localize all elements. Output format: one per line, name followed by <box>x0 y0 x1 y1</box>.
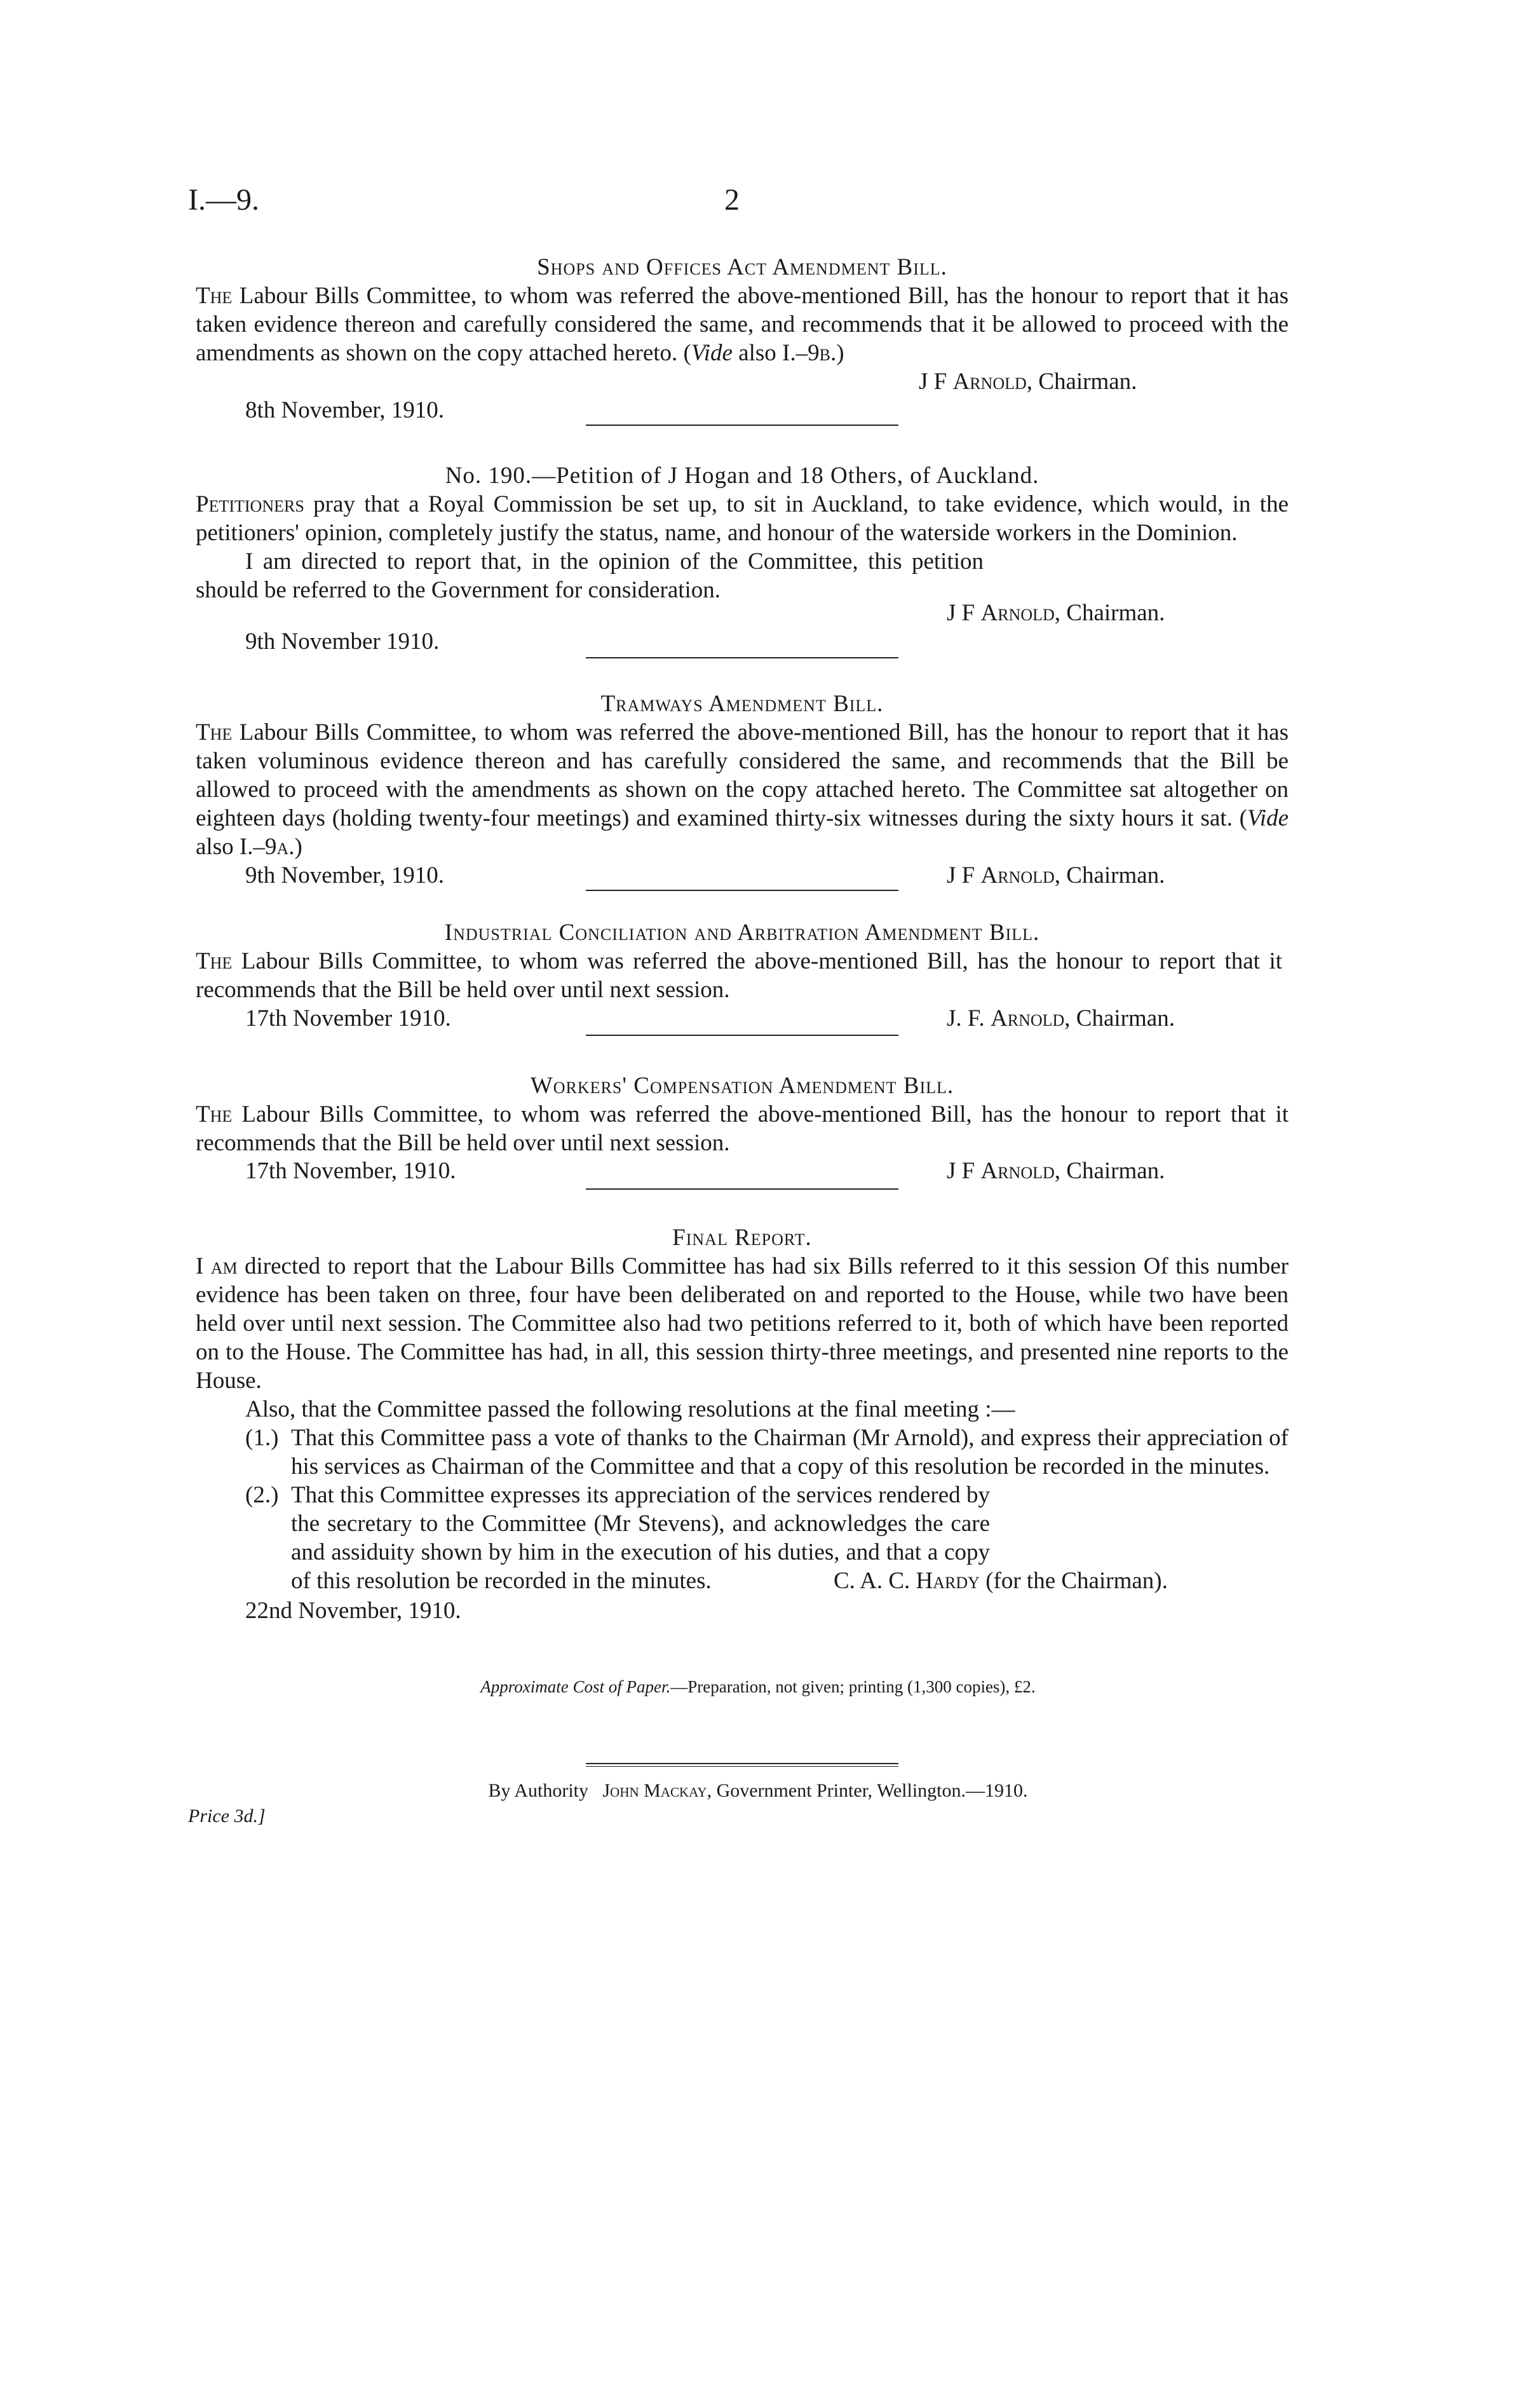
vide-ref: also I.–9 <box>196 834 277 860</box>
page-number: 2 <box>724 183 740 217</box>
vide-end: .) <box>830 340 844 366</box>
cost-text: —Preparation, not given; printing (1,300 copies), £2. <box>670 1677 1036 1696</box>
section-heading: Shops and Offices Act Amendment Bill. <box>537 254 947 280</box>
section-industrial-conciliation-bill <box>196 918 1289 1004</box>
resolution-number: (2.) <box>245 1482 279 1508</box>
divider <box>586 425 898 426</box>
body-text: Labour Bills Committee, to whom was referred the above-mentioned Bill, has the honour to report that it recommends that the Bill be held over until next session. <box>196 1101 1289 1156</box>
lead-word: The <box>196 948 233 974</box>
date-signature-line <box>196 339 1289 367</box>
body-text: Labour Bills Committee, to whom was referred the above-mentioned Bill, has the honour to report that it has taken voluminous evidence thereon and has carefully considered the same, and recommends that the Bill be allowed to proceed with the amendments as shown on the copy attached hereto. The Committee sat altogether on eighteen days (holding twenty-four meetings) and examined thirty-six witnesses during the sixty hours it sat. ( <box>196 719 1289 831</box>
cost-label: Approximate Cost of Paper. <box>480 1677 671 1696</box>
section-final-report <box>196 1223 1289 1595</box>
vide-ref-suffix: b <box>819 340 830 366</box>
body-text: Labour Bills Committee, to whom was referred the above-mentioned Bill, has the honour to report that it recommends that the Bill be held over until next session. <box>196 948 1282 1003</box>
signature-chairman-2: J F Arnold, Chairman. <box>947 600 1165 626</box>
resolution-text: That this Committee pass a vote of thanks to the Chairman (Mr Arnold), and express their appreciation of his services as Chairman of the Committee and that a copy of this resolution be recorded in the minutes. <box>291 1425 1289 1479</box>
signature-chairman-5: J F Arnold, Chairman. <box>947 1158 1165 1184</box>
final-report-also: Also, that the Committee passed the following resolutions at the final meeting :— <box>245 1396 1015 1422</box>
signature-chairman-3: J F Arnold, Chairman. <box>947 862 1165 888</box>
section-petition-hogan <box>196 461 1289 604</box>
footer-rule-thin <box>586 1766 898 1767</box>
section-heading: No. 190.—Petition of J Hogan and 18 Others, of Auckland. <box>445 463 1039 489</box>
date-1: 8th November, 1910. <box>245 397 444 423</box>
section-body <box>196 947 1289 1004</box>
body-text: Labour Bills Committee, to whom was referred the above-mentioned Bill, has the honour to report that it has taken evidence thereon and carefully considered the same, and recommends that it be allowed to proceed with the amendments as shown on the copy attached hereto. ( <box>196 283 1289 366</box>
approximate-cost <box>0 1673 1516 1701</box>
printer-authority: By Authority John Mackay, Government Printer, Wellington.—1910. <box>488 1780 1028 1801</box>
lead-word: The <box>196 283 233 309</box>
lead-word: The <box>196 1101 233 1127</box>
resolution-text: That this Committee expresses its appreciation of the services rendered by the secretary to the Committee (Mr Stevens), and acknowledges the care and assiduity shown by him in the execution of his duties, and that a copy of this resolution be recorded in the minutes. <box>291 1482 990 1594</box>
footer-rule <box>586 1763 898 1764</box>
date-final: 22nd November, 1910. <box>245 1598 461 1624</box>
section-body <box>196 718 1289 861</box>
price: Price 3d.] <box>188 1806 266 1826</box>
section-tramways-bill <box>196 690 1289 861</box>
date-5: 17th November, 1910. <box>245 1158 456 1184</box>
body-text: directed to report that the Labour Bills Committee has had six Bills referred to it this session Of this number evidence has been taken on three, four have been deliberated on and reported to the House, while two have been held over until next session. The Committee also had two petitions referred to it, both of which have been reported on to the House. The Committee has had, in all, this session thirty-three meetings, and presented nine reports to the House. <box>196 1253 1289 1394</box>
vide-end: .) <box>288 834 302 860</box>
signature-chairman-1: J F Arnold, Chairman. <box>919 369 1137 395</box>
vide-ref: also I.–9 <box>732 340 820 366</box>
lead-word: The <box>196 719 233 745</box>
vide-text: Vide <box>691 340 733 366</box>
date-2: 9th November 1910. <box>245 629 440 655</box>
section-heading: Industrial Conciliation and Arbitration Amendment Bill. <box>444 920 1040 946</box>
date-3: 9th November, 1910. <box>245 862 444 888</box>
divider <box>586 657 898 658</box>
divider <box>586 890 898 891</box>
section-workers-compensation-bill <box>196 1071 1289 1157</box>
resolution-item <box>196 1424 1289 1481</box>
section-heading: Tramways Amendment Bill. <box>600 691 884 717</box>
signature-chairman-4: J. F. Arnold, Chairman. <box>947 1005 1175 1031</box>
section-body <box>196 1100 1289 1157</box>
vide-text: Vide <box>1247 805 1289 831</box>
final-report-body <box>196 1252 1289 1395</box>
vide-ref-suffix: a <box>276 834 289 860</box>
lead-word: I am <box>196 1253 238 1279</box>
resolution-number: (1.) <box>245 1425 279 1451</box>
signature-hardy: C. A. C. Hardy (for the Chairman). <box>834 1568 1168 1594</box>
section-body-2: I am directed to report that, in the opinion of the Committee, this petition should be referred to the Government for consideration. <box>196 548 984 603</box>
lead-word: Petitioners <box>196 491 304 517</box>
paper-reference: I.—9. <box>188 183 259 217</box>
section-heading: Final Report. <box>672 1225 812 1251</box>
section-shops-offices-bill <box>196 253 1289 367</box>
date-4: 17th November 1910. <box>245 1005 451 1031</box>
body-text: pray that a Royal Commission be set up, to sit in Auckland, to take evidence, which would, in the petitioners' opinion, completely justify the status, name, and honour of the waterside workers in the Dominion. <box>196 491 1289 546</box>
divider <box>586 1188 898 1190</box>
section-body <box>196 490 1289 547</box>
divider <box>586 1035 898 1036</box>
section-heading: Workers' Compensation Amendment Bill. <box>530 1073 954 1099</box>
